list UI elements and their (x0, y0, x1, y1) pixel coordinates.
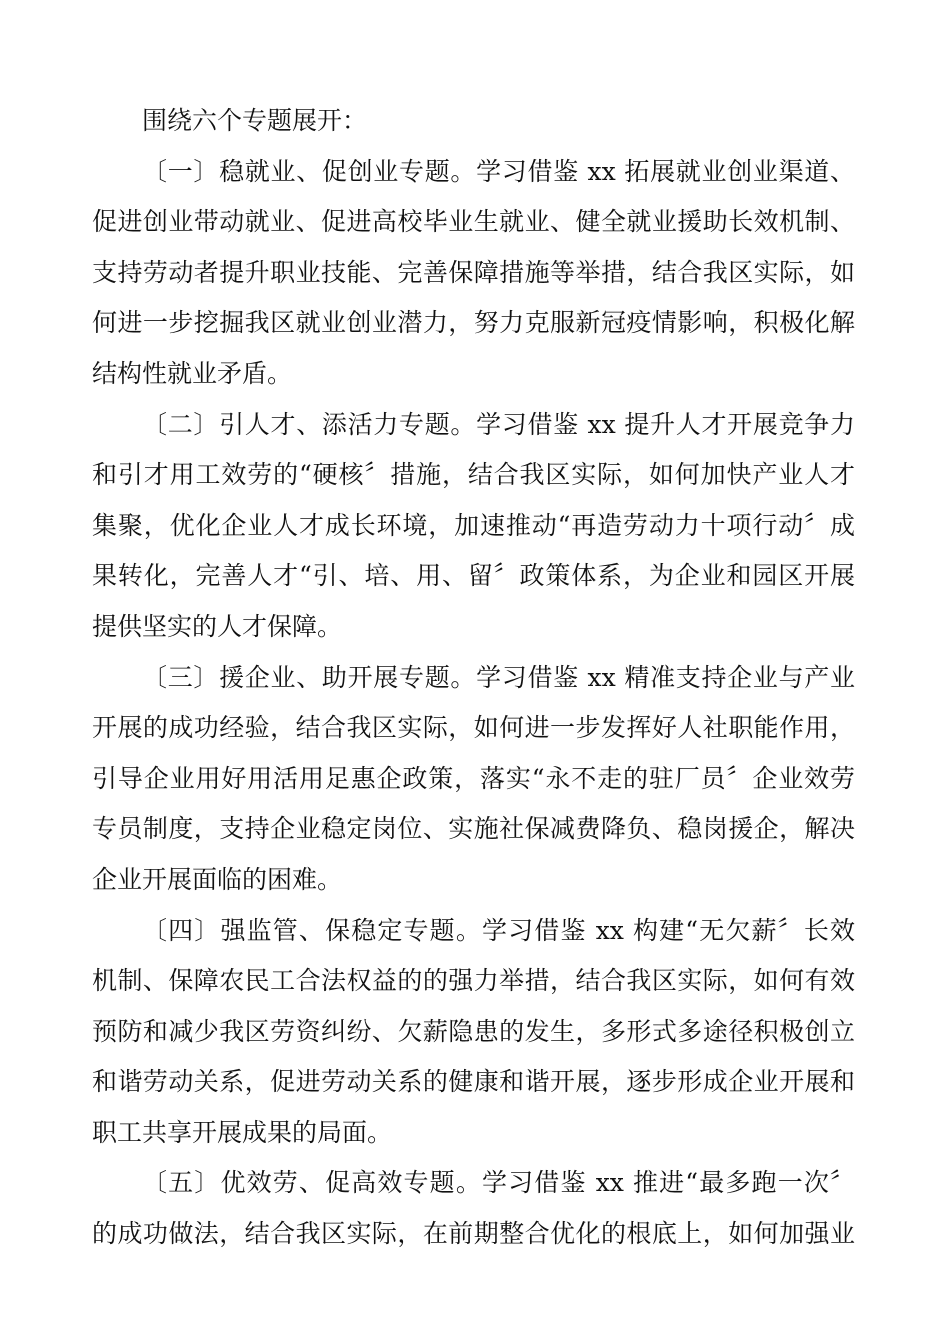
paragraph-line: 支持劳动者提升职业技能、完善保障措施等举措，结合我区实际，如 (92, 257, 855, 287)
paragraph-line: 果转化，完善人才“引、培、用、留〞政策体系，为企业和园区开展 (92, 561, 855, 591)
paragraph-line: 集聚，优化企业人才成长环境，加速推动“再造劳动力十项行动〞成 (92, 510, 855, 540)
paragraph-line: 促进创业带动就业、促进高校毕业生就业、健全就业援助长效机制、 (92, 207, 855, 237)
paragraph-line: 引导企业用好用活用足惠企政策，落实“永不走的驻厂员〞企业效劳 (92, 763, 855, 793)
paragraph-line: 企业开展面临的困难。 (92, 864, 343, 894)
paragraph-line: 职工共享开展成果的局面。 (92, 1117, 393, 1147)
paragraph-line: 的成功做法，结合我区实际，在前期整合优化的根底上，如何加强业 (92, 1219, 855, 1249)
section-3 (92, 653, 855, 906)
section-2 (92, 400, 855, 653)
paragraph-line: 何进一步挖掘我区就业创业潜力，努力克服新冠疫情影响，积极化解 (92, 308, 855, 338)
intro-line: 围绕六个专题展开： (142, 106, 368, 135)
paragraph-line: 〔五〕优效劳、促高效专题。学习借鉴 xx 推进“最多跑一次〞 (142, 1168, 855, 1198)
paragraph-line: 〔一〕稳就业、促创业专题。学习借鉴 xx 拓展就业创业渠道、 (142, 156, 855, 186)
paragraph-line: 预防和减少我区劳资纠纷、欠薪隐患的发生，多形式多途径积极创立 (92, 1016, 855, 1046)
paragraph-line: 和引才用工效劳的“硬核〞措施，结合我区实际，如何加快产业人才 (92, 460, 855, 490)
section-4 (92, 906, 855, 1159)
paragraph-line: 〔四〕强监管、保稳定专题。学习借鉴 xx 构建“无欠薪〞长效 (142, 915, 855, 945)
paragraph-line: 结构性就业矛盾。 (92, 358, 293, 388)
paragraph-line: 专员制度，支持企业稳定岗位、实施社保减费降负、稳岗援企，解决 (92, 814, 855, 844)
paragraph-line: 开展的成功经验，结合我区实际，如何进一步发挥好人社职能作用， (92, 713, 855, 743)
paragraph-line: 提供坚实的人才保障。 (92, 611, 343, 641)
paragraph-line: 和谐劳动关系，促进劳动关系的健康和谐开展，逐步形成企业开展和 (92, 1067, 855, 1097)
paragraph-line: 机制、保障农民工合法权益的的强力举措，结合我区实际，如何有效 (92, 966, 855, 996)
section-1 (92, 147, 855, 400)
section-5 (92, 1158, 855, 1259)
paragraph-line: 〔三〕援企业、助开展专题。学习借鉴 xx 精准支持企业与产业 (142, 662, 855, 692)
paragraph-line: 〔二〕引人才、添活力专题。学习借鉴 xx 提升人才开展竞争力 (142, 409, 855, 439)
